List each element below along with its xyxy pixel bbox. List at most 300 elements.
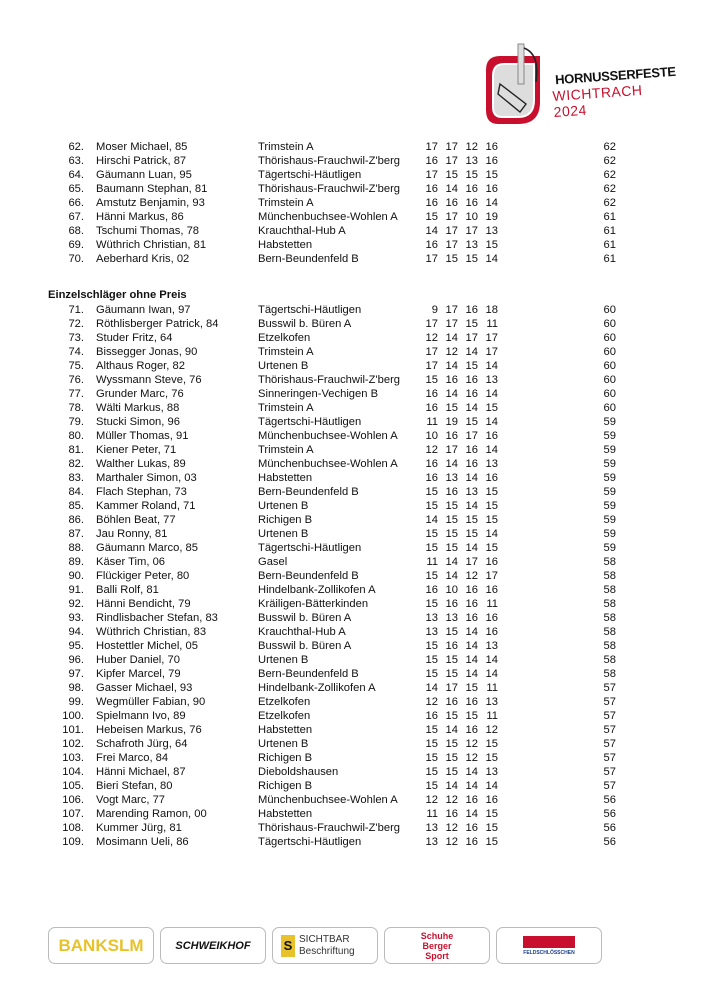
rank: 68.: [68, 225, 84, 237]
total-score: 59: [603, 528, 616, 540]
total-score: 59: [603, 472, 616, 484]
score-4: 16: [485, 472, 498, 484]
score-3: 12: [465, 570, 478, 582]
table-row: [0, 793, 711, 807]
sponsor-logo: SICHTBAR Beschriftung: [299, 933, 355, 957]
rank: 107.: [62, 808, 84, 820]
player-name: Spielmann Ivo, 89: [96, 710, 186, 722]
score-2: 15: [445, 528, 458, 540]
rank: 77.: [68, 388, 84, 400]
rank: 109.: [62, 836, 84, 848]
score-4: 14: [485, 780, 498, 792]
rank: 101.: [62, 724, 84, 736]
score-2: 15: [445, 626, 458, 638]
total-score: 59: [603, 486, 616, 498]
rank: 66.: [68, 197, 84, 209]
player-name: Frei Marco, 84: [96, 752, 169, 764]
score-1: 11: [426, 556, 438, 568]
club-name: Habstetten: [258, 239, 313, 251]
player-name: Wälti Markus, 88: [96, 402, 180, 414]
table-row: [0, 681, 711, 695]
total-score: 59: [603, 444, 616, 456]
player-name: Gäumann Marco, 85: [96, 542, 198, 554]
score-1: 15: [425, 598, 438, 610]
total-score: 58: [603, 626, 616, 638]
player-name: Hänni Michael, 87: [96, 766, 186, 778]
rank: 63.: [68, 155, 84, 167]
rank: 99.: [68, 696, 84, 708]
score-1: 13: [425, 836, 438, 848]
rank: 75.: [68, 360, 84, 372]
table-row: [0, 611, 711, 625]
score-2: 17: [445, 239, 458, 251]
table-row: [0, 303, 711, 317]
table-row: [0, 238, 711, 252]
score-3: 16: [465, 388, 478, 400]
player-name: Jau Ronny, 81: [96, 528, 168, 540]
club-name: Bern-Beundenfeld B: [258, 570, 359, 582]
player-name: Hebeisen Markus, 76: [96, 724, 202, 736]
total-score: 57: [603, 752, 616, 764]
score-1: 15: [425, 528, 438, 540]
rank: 102.: [62, 738, 84, 750]
score-3: 14: [465, 626, 478, 638]
score-2: 17: [445, 211, 458, 223]
score-2: 15: [445, 668, 458, 680]
club-name: Bern-Beundenfeld B: [258, 253, 359, 265]
total-score: 58: [603, 570, 616, 582]
total-score: 61: [603, 225, 616, 237]
score-4: 17: [485, 346, 498, 358]
club-name: Richigen B: [258, 752, 313, 764]
score-2: 14: [445, 570, 458, 582]
score-2: 15: [445, 710, 458, 722]
player-name: Marending Ramon, 00: [96, 808, 207, 820]
table-row: [0, 196, 711, 210]
score-4: 13: [485, 766, 498, 778]
rank: 104.: [62, 766, 84, 778]
score-1: 16: [425, 155, 438, 167]
player-name: Grunder Marc, 76: [96, 388, 184, 400]
total-score: 60: [603, 304, 616, 316]
score-3: 16: [465, 794, 478, 806]
score-3: 16: [465, 696, 478, 708]
table-row: [0, 415, 711, 429]
player-name: Baumann Stephan, 81: [96, 183, 208, 195]
total-score: 59: [603, 416, 616, 428]
table-row: [0, 210, 711, 224]
score-2: 15: [445, 766, 458, 778]
score-2: 12: [445, 794, 458, 806]
hornusserfeste-logo: [478, 42, 677, 130]
rank: 91.: [68, 584, 84, 596]
total-score: 57: [603, 780, 616, 792]
score-1: 15: [425, 486, 438, 498]
player-name: Hänni Bendicht, 79: [96, 598, 191, 610]
score-1: 15: [425, 640, 438, 652]
table-row: [0, 639, 711, 653]
score-1: 16: [425, 472, 438, 484]
sponsor-bankslm: [48, 927, 154, 964]
score-2: 17: [445, 304, 458, 316]
score-2: 17: [445, 141, 458, 153]
score-1: 11: [426, 808, 438, 820]
table-row: [0, 182, 711, 196]
score-2: 15: [445, 402, 458, 414]
score-2: 15: [445, 738, 458, 750]
score-4: 13: [485, 225, 498, 237]
score-1: 16: [425, 402, 438, 414]
score-4: 16: [485, 584, 498, 596]
club-name: Habstetten: [258, 808, 313, 820]
total-score: 57: [603, 738, 616, 750]
score-4: 17: [485, 570, 498, 582]
player-name: Tschumi Thomas, 78: [96, 225, 200, 237]
table-row: [0, 555, 711, 569]
player-name: Marthaler Simon, 03: [96, 472, 197, 484]
table-row: [0, 765, 711, 779]
total-score: 58: [603, 612, 616, 624]
score-1: 16: [425, 388, 438, 400]
total-score: 57: [603, 766, 616, 778]
total-score: 56: [603, 836, 616, 848]
total-score: 60: [603, 332, 616, 344]
club-name: Dieboldshausen: [258, 766, 339, 778]
score-4: 15: [485, 514, 498, 526]
total-score: 58: [603, 584, 616, 596]
score-2: 14: [445, 183, 458, 195]
player-name: Wyssmann Steve, 76: [96, 374, 202, 386]
score-2: 16: [445, 197, 458, 209]
club-name: Thörishaus-Frauchwil-Z'berg: [258, 822, 401, 834]
score-1: 15: [425, 724, 438, 736]
sichtbar-s-icon: S: [281, 935, 295, 957]
sponsor-logo: FELDSCHLÖSSCHEN: [523, 936, 574, 956]
score-3: 15: [465, 360, 478, 372]
score-1: 12: [425, 696, 438, 708]
score-1: 17: [425, 253, 438, 265]
club-name: Urtenen B: [258, 360, 309, 372]
score-2: 12: [445, 822, 458, 834]
score-2: 14: [445, 360, 458, 372]
rank: 70.: [68, 253, 84, 265]
score-2: 16: [445, 374, 458, 386]
player-name: Rindlisbacher Stefan, 83: [96, 612, 218, 624]
table-row: [0, 373, 711, 387]
rank: 89.: [68, 556, 84, 568]
club-name: Richigen B: [258, 514, 313, 526]
rank: 67.: [68, 211, 84, 223]
score-4: 16: [485, 141, 498, 153]
club-name: Trimstein A: [258, 197, 314, 209]
club-name: Hindelbank-Zollikofen A: [258, 584, 376, 596]
rank: 90.: [68, 570, 84, 582]
table-row: [0, 429, 711, 443]
score-4: 16: [485, 556, 498, 568]
total-score: 60: [603, 388, 616, 400]
table-row: [0, 471, 711, 485]
club-name: Thörishaus-Frauchwil-Z'berg: [258, 155, 401, 167]
rank: 76.: [68, 374, 84, 386]
score-4: 11: [486, 710, 498, 722]
score-3: 15: [465, 416, 478, 428]
player-name: Moser Michael, 85: [96, 141, 188, 153]
rank: 79.: [68, 416, 84, 428]
rank: 95.: [68, 640, 84, 652]
club-name: Münchenbuchsee-Wohlen A: [258, 211, 398, 223]
score-2: 15: [445, 169, 458, 181]
score-3: 16: [465, 724, 478, 736]
score-3: 15: [465, 710, 478, 722]
score-4: 14: [485, 197, 498, 209]
score-3: 16: [465, 374, 478, 386]
score-2: 14: [445, 780, 458, 792]
table-row: [0, 401, 711, 415]
score-2: 17: [445, 225, 458, 237]
player-name: Amstutz Benjamin, 93: [96, 197, 205, 209]
score-3: 16: [465, 304, 478, 316]
rank: 65.: [68, 183, 84, 195]
club-name: Tägertschi-Häutligen: [258, 304, 362, 316]
total-score: 59: [603, 430, 616, 442]
score-2: 15: [445, 253, 458, 265]
score-3: 14: [465, 808, 478, 820]
total-score: 62: [603, 169, 616, 181]
player-name: Gäumann Luan, 95: [96, 169, 192, 181]
score-2: 12: [445, 346, 458, 358]
score-3: 17: [465, 332, 478, 344]
score-3: 15: [465, 253, 478, 265]
table-row: [0, 252, 711, 266]
rank: 83.: [68, 472, 84, 484]
score-1: 15: [425, 542, 438, 554]
score-3: 14: [465, 640, 478, 652]
club-name: Busswil b. Büren A: [258, 612, 352, 624]
rank: 78.: [68, 402, 84, 414]
score-4: 14: [485, 668, 498, 680]
score-2: 15: [445, 752, 458, 764]
score-3: 14: [465, 542, 478, 554]
score-1: 13: [425, 626, 438, 638]
score-4: 15: [485, 169, 498, 181]
score-3: 16: [465, 183, 478, 195]
score-3: 14: [465, 346, 478, 358]
table-row: [0, 359, 711, 373]
table-row: [0, 667, 711, 681]
score-4: 14: [485, 253, 498, 265]
score-4: 15: [485, 752, 498, 764]
total-score: 60: [603, 402, 616, 414]
score-2: 15: [445, 514, 458, 526]
player-name: Walther Lukas, 89: [96, 458, 186, 470]
table-row: [0, 513, 711, 527]
table-row: [0, 331, 711, 345]
logo-subtitle: WICHTRACH 2024: [552, 81, 643, 120]
club-name: Münchenbuchsee-Wohlen A: [258, 430, 398, 442]
rank: 81.: [68, 444, 84, 456]
player-name: Kummer Jürg, 81: [96, 822, 182, 834]
score-2: 13: [445, 472, 458, 484]
score-4: 15: [485, 239, 498, 251]
score-2: 15: [445, 500, 458, 512]
score-2: 16: [445, 696, 458, 708]
score-3: 15: [465, 528, 478, 540]
table-row: [0, 140, 711, 154]
score-1: 9: [431, 304, 438, 316]
club-name: Urtenen B: [258, 500, 309, 512]
score-2: 10: [445, 584, 458, 596]
score-1: 15: [425, 374, 438, 386]
player-name: Mosimann Ueli, 86: [96, 836, 189, 848]
score-3: 10: [465, 211, 478, 223]
total-score: 62: [603, 141, 616, 153]
score-4: 14: [485, 360, 498, 372]
rank: 64.: [68, 169, 84, 181]
score-1: 17: [425, 346, 438, 358]
club-name: Etzelkofen: [258, 696, 311, 708]
score-4: 15: [485, 402, 498, 414]
total-score: 62: [603, 183, 616, 195]
score-3: 13: [465, 486, 478, 498]
table-row: [0, 168, 711, 182]
score-2: 16: [445, 598, 458, 610]
sponsor-logo: BANKSLM: [58, 935, 144, 955]
table-row: [0, 597, 711, 611]
rank: 71.: [68, 304, 84, 316]
score-3: 17: [465, 556, 478, 568]
score-4: 16: [485, 430, 498, 442]
score-3: 16: [465, 836, 478, 848]
player-name: Althaus Roger, 82: [96, 360, 185, 372]
sponsor-schuhe-berger: [384, 927, 490, 964]
player-name: Kammer Roland, 71: [96, 500, 196, 512]
rank: 105.: [62, 780, 84, 792]
table-row: [0, 653, 711, 667]
total-score: 57: [603, 724, 616, 736]
club-name: Tägertschi-Häutligen: [258, 542, 362, 554]
table-row: [0, 527, 711, 541]
score-3: 13: [465, 239, 478, 251]
player-name: Wegmüller Fabian, 90: [96, 696, 206, 708]
rank: 96.: [68, 654, 84, 666]
club-name: Münchenbuchsee-Wohlen A: [258, 458, 398, 470]
rank: 88.: [68, 542, 84, 554]
score-3: 17: [465, 430, 478, 442]
table-row: [0, 751, 711, 765]
score-2: 17: [445, 155, 458, 167]
sponsor-schweikhof: [160, 927, 266, 964]
player-name: Kipfer Marcel, 79: [96, 668, 181, 680]
player-name: Käser Tim, 06: [96, 556, 166, 568]
club-name: Gasel: [258, 556, 288, 568]
score-4: 16: [485, 794, 498, 806]
table-row: [0, 387, 711, 401]
total-score: 60: [603, 318, 616, 330]
player-name: Aeberhard Kris, 02: [96, 253, 190, 265]
club-name: Krauchthal-Hub A: [258, 225, 346, 237]
player-name: Huber Daniel, 70: [96, 654, 180, 666]
score-3: 14: [465, 500, 478, 512]
club-name: Urtenen B: [258, 528, 309, 540]
score-2: 14: [445, 332, 458, 344]
section-title: Einzelschläger ohne Preis: [48, 289, 187, 301]
total-score: 59: [603, 542, 616, 554]
score-3: 16: [465, 598, 478, 610]
score-2: 14: [445, 458, 458, 470]
logo-title: HORNUSSERFESTE: [554, 63, 677, 88]
total-score: 58: [603, 598, 616, 610]
score-4: 15: [485, 738, 498, 750]
score-2: 16: [445, 430, 458, 442]
player-name: Flach Stephan, 73: [96, 486, 187, 498]
score-3: 12: [465, 141, 478, 153]
total-score: 61: [603, 239, 616, 251]
table-row: [0, 583, 711, 597]
rank: 98.: [68, 682, 84, 694]
score-1: 15: [425, 752, 438, 764]
club-name: Richigen B: [258, 780, 313, 792]
score-1: 14: [425, 225, 438, 237]
player-name: Gäumann Iwan, 97: [96, 304, 191, 316]
club-name: Krauchthal-Hub A: [258, 626, 346, 638]
total-score: 61: [603, 253, 616, 265]
table-row: [0, 317, 711, 331]
total-score: 59: [603, 458, 616, 470]
total-score: 61: [603, 211, 616, 223]
score-3: 14: [465, 472, 478, 484]
rank: 84.: [68, 486, 84, 498]
score-4: 14: [485, 388, 498, 400]
club-name: Tägertschi-Häutligen: [258, 836, 362, 848]
score-3: 16: [465, 612, 478, 624]
score-1: 15: [425, 766, 438, 778]
table-row: [0, 723, 711, 737]
club-name: Bern-Beundenfeld B: [258, 486, 359, 498]
score-4: 15: [485, 500, 498, 512]
score-4: 12: [485, 724, 498, 736]
hornuss-shield-icon: [478, 42, 558, 130]
club-name: Hindelbank-Zollikofen A: [258, 682, 376, 694]
score-4: 19: [485, 211, 498, 223]
ranking-list-ohne-preis: [0, 303, 711, 849]
club-name: Tägertschi-Häutligen: [258, 416, 362, 428]
score-4: 18: [485, 304, 498, 316]
score-3: 14: [465, 780, 478, 792]
score-2: 16: [445, 808, 458, 820]
total-score: 60: [603, 346, 616, 358]
rank: 103.: [62, 752, 84, 764]
rank: 73.: [68, 332, 84, 344]
player-name: Hänni Markus, 86: [96, 211, 184, 223]
table-row: [0, 224, 711, 238]
score-4: 16: [485, 183, 498, 195]
score-3: 15: [465, 682, 478, 694]
table-row: [0, 709, 711, 723]
rank: 94.: [68, 626, 84, 638]
score-1: 11: [426, 416, 438, 428]
score-3: 15: [465, 318, 478, 330]
score-3: 16: [465, 584, 478, 596]
rank: 74.: [68, 346, 84, 358]
table-row: [0, 485, 711, 499]
score-2: 17: [445, 318, 458, 330]
score-2: 14: [445, 556, 458, 568]
score-2: 17: [445, 444, 458, 456]
score-3: 17: [465, 225, 478, 237]
total-score: 58: [603, 640, 616, 652]
club-name: Busswil b. Büren A: [258, 640, 352, 652]
score-2: 15: [445, 542, 458, 554]
